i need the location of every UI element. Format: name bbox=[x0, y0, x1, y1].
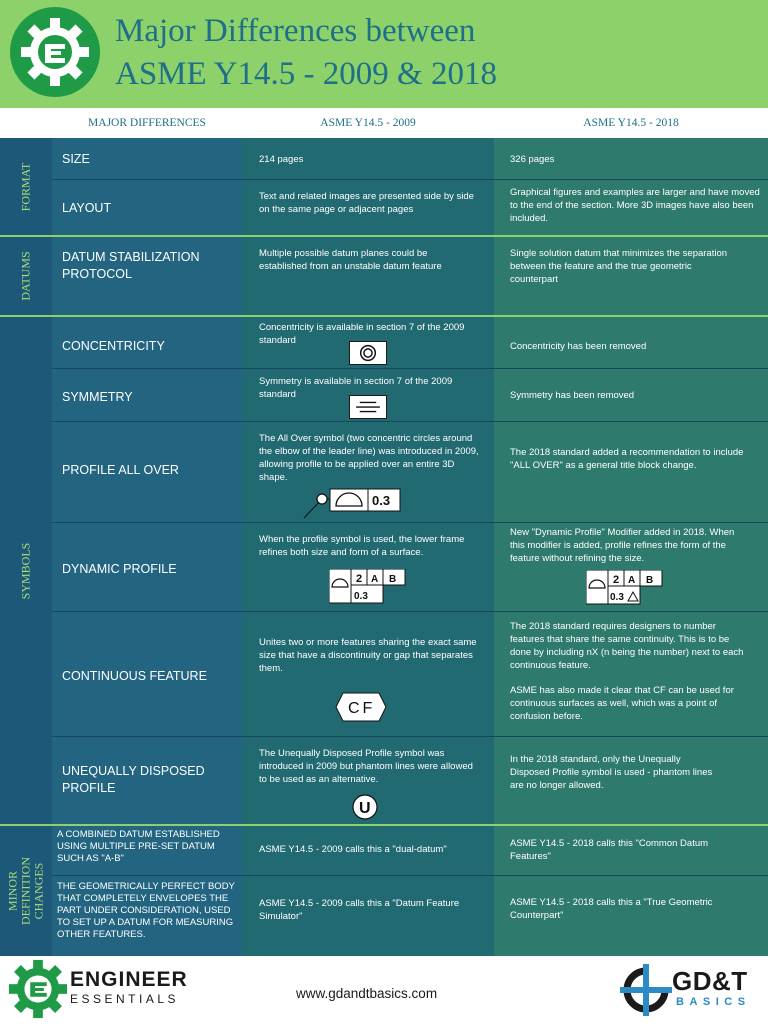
cell-text-2018: ASME Y14.5 - 2018 calls this "Common Datum Features" bbox=[510, 838, 709, 862]
gdt-basics-sub: BASICS bbox=[676, 996, 751, 1008]
continuous-feature-symbol-icon bbox=[335, 692, 387, 722]
datum-a: A bbox=[628, 575, 636, 586]
cell-text-2009: Text and related images are presented side by side on the same page or adjacent pages bbox=[259, 191, 474, 215]
column-heading-2018: ASME Y14.5 - 2018 bbox=[583, 117, 679, 129]
row-label-cell bbox=[52, 737, 242, 824]
cell-text-2018: New "Dynamic Profile" Modifier added in 2018. When this modifier is added, profile refines the form of the feature without refining the size. bbox=[510, 527, 735, 564]
tolerance-value: 0.3 bbox=[610, 592, 624, 603]
unequally-disposed-symbol-icon bbox=[352, 794, 378, 820]
engineer-essentials-logo-icon bbox=[6, 958, 70, 1020]
cell-text-2018-part2: ASME has also made it clear that CF can be used for continuous surfaces as well, which was a point of confusion before. bbox=[510, 685, 734, 722]
group-label-datums: DATUMS bbox=[18, 251, 33, 301]
header-banner bbox=[0, 0, 768, 108]
cell-text-2009: ASME Y14.5 - 2009 calls this a "Datum Feature Simulator" bbox=[259, 898, 460, 922]
row-label: A COMBINED DATUM ESTABLISHED USING MULTIPLE PRE-SET DATUM SUCH AS "A-B" bbox=[57, 829, 220, 864]
table-row bbox=[52, 737, 768, 824]
cell-2009 bbox=[242, 612, 494, 737]
all-over-symbol-icon bbox=[302, 488, 432, 522]
table-row bbox=[52, 876, 768, 956]
group-label-symbols: SYMBOLS bbox=[18, 542, 33, 599]
cell-2018 bbox=[494, 317, 768, 369]
primary-value: 2 bbox=[613, 574, 620, 586]
row-label-cell bbox=[52, 138, 242, 180]
cell-text-2009: ASME Y14.5 - 2009 calls this a "dual-datum" bbox=[259, 844, 447, 855]
profile-fcf-2009-icon bbox=[329, 569, 409, 605]
column-heading-differences: MAJOR DIFFERENCES bbox=[88, 117, 206, 129]
cell-text-2018: Graphical figures and examples are larger and have moved to the end of the section. More 3D images have also been included. bbox=[510, 187, 760, 224]
row-label: SIZE bbox=[62, 152, 90, 166]
footer bbox=[0, 956, 768, 1024]
group-symbols bbox=[0, 317, 52, 824]
cell-2018 bbox=[494, 138, 768, 180]
cell-2009 bbox=[242, 180, 494, 235]
cell-2018 bbox=[494, 237, 768, 315]
cell-text-2009: The All Over symbol (two concentric circles around the elbow of the leader line) was introduced in 2009, allowing profile to be applied over an entire 3D shape. bbox=[259, 433, 479, 483]
table-row bbox=[52, 826, 768, 876]
cell-text-2009: Concentricity is available in section 7 of the 2009 standard bbox=[259, 322, 465, 346]
group-format bbox=[0, 138, 52, 235]
cell-text-2018: Single solution datum that minimizes the separation between the feature and the true geometric counterpart bbox=[510, 248, 728, 285]
title-line-2: ASME Y14.5 - 2009 & 2018 bbox=[115, 56, 497, 92]
row-label: DYNAMIC PROFILE bbox=[62, 562, 177, 576]
website-link[interactable]: www.gdandtbasics.com bbox=[296, 986, 438, 1001]
cell-2018 bbox=[494, 737, 768, 824]
symmetry-symbol-icon bbox=[349, 395, 387, 419]
cell-text-2018: 326 pages bbox=[510, 154, 555, 165]
table-row bbox=[52, 138, 768, 180]
cell-text-2009: Multiple possible datum planes could be established from an unstable datum feature bbox=[259, 248, 442, 272]
cell-text-2009: The Unequally Disposed Profile symbol was introduced in 2009 but phantom lines were allowed to be used as an alternative. bbox=[259, 748, 473, 785]
row-label-cell bbox=[52, 180, 242, 235]
datum-b: B bbox=[646, 575, 654, 586]
column-headings bbox=[0, 108, 768, 138]
cell-2009 bbox=[242, 876, 494, 956]
comparison-table bbox=[0, 138, 768, 956]
group-label-minor-line2: DEFINITION bbox=[18, 857, 33, 925]
table-row bbox=[52, 317, 768, 369]
cell-2018 bbox=[494, 180, 768, 235]
cell-2018 bbox=[494, 826, 768, 876]
cell-text-2009: 214 pages bbox=[259, 154, 304, 165]
row-label-cell bbox=[52, 422, 242, 523]
cell-text-2018: The 2018 standard added a recommendation to include "ALL OVER" as a general title block change. bbox=[510, 447, 744, 471]
tolerance-value: 0.3 bbox=[372, 493, 391, 508]
row-label-cell bbox=[52, 317, 242, 369]
table-row bbox=[52, 180, 768, 235]
row-label-cell bbox=[52, 826, 242, 876]
column-heading-2009: ASME Y14.5 - 2009 bbox=[320, 117, 416, 129]
cell-text-2018: In the 2018 standard, only the Unequally Disposed Profile symbol is used - phantom lines are no longer allowed. bbox=[510, 754, 713, 791]
primary-value: 2 bbox=[356, 573, 363, 585]
dynamic-profile-fcf-2018-icon bbox=[586, 570, 666, 606]
cell-2009 bbox=[242, 826, 494, 876]
page-title bbox=[115, 10, 755, 96]
row-label-cell bbox=[52, 876, 242, 956]
engineer-essentials-name: ENGINEER bbox=[70, 968, 188, 991]
table-row bbox=[52, 523, 768, 612]
cf-text: CF bbox=[348, 700, 376, 717]
cell-text-2009: Unites two or more features sharing the exact same size that have a discontinuity or gap that separates them. bbox=[259, 637, 477, 674]
engineer-essentials-sub: ESSENTIALS bbox=[70, 992, 180, 1006]
u-text: U bbox=[359, 800, 371, 817]
group-datums bbox=[0, 237, 52, 315]
cell-text-2018: ASME Y14.5 - 2018 calls this a "True Geometric Counterpart" bbox=[510, 897, 713, 921]
cell-text-2018: Symmetry has been removed bbox=[510, 390, 635, 401]
group-label-minor bbox=[7, 857, 46, 925]
cell-text-2018-part1: The 2018 standard requires designers to number features that share the same continuity. This is to be done by including nX (n being the number) next to each continuous feature. bbox=[510, 621, 744, 671]
cell-text-2018: Concentricity has been removed bbox=[510, 341, 647, 352]
group-label-minor-line3: CHANGES bbox=[31, 862, 46, 920]
gdt-basics-logo-icon bbox=[618, 962, 674, 1018]
table-row bbox=[52, 612, 768, 737]
row-label: UNEQUALLY DISPOSED PROFILE bbox=[62, 764, 205, 795]
row-label: CONTINUOUS FEATURE bbox=[62, 669, 207, 683]
cell-2009 bbox=[242, 317, 494, 369]
table-row bbox=[52, 237, 768, 315]
datum-a: A bbox=[371, 574, 379, 585]
cell-2009 bbox=[242, 138, 494, 180]
row-label: LAYOUT bbox=[62, 201, 112, 215]
concentricity-symbol-icon bbox=[349, 341, 387, 365]
cell-2009 bbox=[242, 737, 494, 824]
group-minor-definition-changes bbox=[0, 826, 52, 956]
cell-2009 bbox=[242, 523, 494, 612]
cell-2009 bbox=[242, 369, 494, 422]
gdt-basics-name: GD&T bbox=[672, 966, 748, 996]
tolerance-value: 0.3 bbox=[354, 591, 368, 602]
engineer-essentials-gear-icon bbox=[9, 6, 101, 98]
row-label: THE GEOMETRICALLY PERFECT BODY THAT COMPLETELY ENVELOPES THE PART UNDER CONSIDERATION, USED TO SET UP A DATUM FOR MEASURING OTHER FEATURES. bbox=[57, 881, 235, 940]
datum-b: B bbox=[389, 574, 397, 585]
row-label-cell bbox=[52, 369, 242, 422]
cell-2018 bbox=[494, 876, 768, 956]
row-label: CONCENTRICITY bbox=[62, 339, 165, 353]
row-label-cell bbox=[52, 237, 242, 315]
row-label: DATUM STABILIZATION PROTOCOL bbox=[62, 250, 200, 281]
cell-2018 bbox=[494, 422, 768, 523]
cell-2018 bbox=[494, 612, 768, 737]
group-label-minor-line1: MINOR bbox=[5, 871, 20, 912]
group-label-format: FORMAT bbox=[18, 162, 33, 211]
cell-2009 bbox=[242, 237, 494, 315]
cell-text-2009: Symmetry is available in section 7 of the 2009 standard bbox=[259, 376, 453, 400]
cell-2018 bbox=[494, 523, 768, 612]
row-label: PROFILE ALL OVER bbox=[62, 463, 179, 477]
table-row bbox=[52, 369, 768, 422]
row-label: SYMMETRY bbox=[62, 390, 133, 404]
title-line-1: Major Differences between bbox=[115, 13, 476, 49]
row-label-cell bbox=[52, 612, 242, 737]
cell-2018 bbox=[494, 369, 768, 422]
cell-2009 bbox=[242, 422, 494, 523]
cell-text-2009: When the profile symbol is used, the lower frame refines both size and form of a surface. bbox=[259, 534, 465, 558]
table-row bbox=[52, 422, 768, 523]
row-label-cell bbox=[52, 523, 242, 612]
